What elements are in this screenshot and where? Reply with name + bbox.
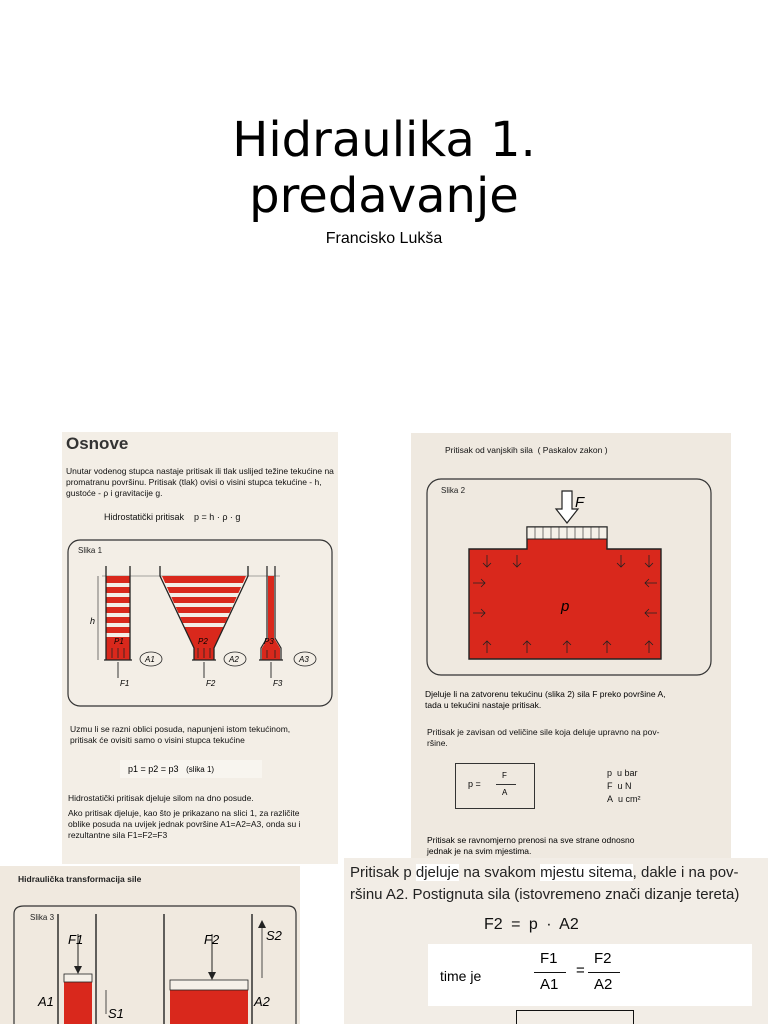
sila-line2-part: ršinu <box>350 886 386 903</box>
text2-line-2: ršine. <box>427 738 448 748</box>
paskal-heading-text: Pritisak od vanjskih sila <box>445 445 533 455</box>
label-f1-s3: F1 <box>68 932 84 947</box>
unit-row <box>607 780 641 793</box>
time-je: time je <box>440 968 482 984</box>
text2-line-1: Pritisak je zavisan od veličine sile koja deluje upravno na pov- <box>427 727 660 737</box>
para3-line-2: oblike posuda na uvijek jednak površine A1=A2=A3, onda su i <box>68 819 301 829</box>
intro-line-2: promatranu površinu. Pritisak (tlak) ovisi o visini stupca tekućine - h, <box>66 477 322 487</box>
label-f1: F1 <box>120 679 130 688</box>
formula-num: F <box>502 771 507 780</box>
scan-paskal <box>411 433 731 864</box>
unit-symbol: F <box>607 781 613 791</box>
unit-row <box>607 793 641 806</box>
para1-line-2: pritisak će ovisiti samo o visini stupca tekućine <box>70 735 245 745</box>
para-3 <box>68 808 334 841</box>
frac2-num: F2 <box>594 950 612 967</box>
unit-symbol: p <box>607 768 613 778</box>
unit-value: u cm² <box>618 794 641 804</box>
text3-line-1: Pritisak se ravnomjerno prenosi na sve strane odnosno <box>427 835 635 845</box>
unit-row <box>607 767 641 780</box>
paskal-heading-ref: ( Paskalov zakon ) <box>537 445 608 455</box>
figure-slika-3 <box>0 894 300 1024</box>
title-line-2: predavanje <box>249 168 519 224</box>
pressure-formula-box <box>455 763 535 809</box>
sila-line-2 <box>350 886 739 903</box>
transform-heading: Hidraulička transformacija sile <box>18 874 142 884</box>
sila-line-1 <box>350 864 739 881</box>
force-label: F <box>575 494 585 511</box>
para-1 <box>70 724 335 746</box>
label-s2: S2 <box>266 928 282 943</box>
unit-symbol: A <box>607 794 614 804</box>
equality-ref: (slika 1) <box>186 765 215 774</box>
text3-line-2: jednak je na svim mjestima. <box>427 846 532 856</box>
scan-transformacija <box>0 866 300 1024</box>
sila-line1-part: , dakle i na pov- <box>632 864 739 881</box>
figure-slika-2 <box>411 473 731 683</box>
frac-equals: = <box>576 962 585 979</box>
equality: p1 = p2 = p3 <box>128 764 179 774</box>
label-a2: A2 <box>229 655 239 664</box>
formula-label: Hidrostatički pritisak <box>104 512 185 522</box>
formula-line <box>104 512 240 523</box>
ratio-panel <box>428 944 752 1006</box>
label-a2-s3: A2 <box>254 994 270 1009</box>
label-f2-s3: F2 <box>204 932 220 947</box>
label-p2: P2 <box>198 637 208 646</box>
unit-value: u N <box>617 781 632 791</box>
osnove-heading: Osnove <box>66 434 129 453</box>
osnove-intro <box>66 466 336 499</box>
scan-osnove <box>62 432 338 864</box>
formula-hydrostatic: p = h · ρ · g <box>194 512 241 522</box>
bottom-box <box>516 1010 634 1024</box>
label-f3: F3 <box>273 679 283 688</box>
para-2: Hidrostatički pritisak djeluje silom na dno posude. <box>68 793 254 803</box>
scan-sila <box>344 858 768 1024</box>
para3-line-1: Ako pritisak djeluje, kao što je prikazano na slici 1, za različite <box>68 808 300 818</box>
para1-line-1: Uzmu li se razni oblici posuda, napunjeni istom tekućinom, <box>70 724 291 734</box>
sila-line1-part: Pritisak p <box>350 864 416 881</box>
label-a1-s3: A1 <box>38 994 54 1009</box>
label-s1: S1 <box>108 1006 124 1021</box>
formula-lhs: p = <box>468 779 481 789</box>
label-p1: P1 <box>114 637 124 646</box>
label-f2: F2 <box>206 679 216 688</box>
frac2-den: A2 <box>594 976 613 993</box>
slika3-label: Slika 3 <box>30 913 55 922</box>
text1-line-2: tada u tekućini nastaje pritisak. <box>425 700 542 710</box>
label-a3: A3 <box>299 655 309 664</box>
slika1-label: Slika 1 <box>78 546 103 555</box>
frac1-num: F1 <box>540 950 558 967</box>
label-p3: P3 <box>264 637 274 646</box>
label-h: h <box>90 616 96 626</box>
formula-den: A <box>502 788 508 797</box>
slika2-label: Slika 2 <box>441 486 466 495</box>
title-line-1: Hidraulika 1. <box>232 112 536 168</box>
paskal-text-3 <box>427 835 727 857</box>
unit-value: u bar <box>617 768 638 778</box>
pressure-label: p <box>561 598 570 615</box>
equality-box <box>120 760 262 778</box>
intro-line-1: Unutar vodenog stupca nastaje pritisak ili tlak uslijed težine tekućine na <box>66 466 334 476</box>
sila-line1-part: djeluje <box>415 864 460 881</box>
unit-list <box>607 767 641 806</box>
para3-line-3: rezultantne sila F1=F2=F3 <box>68 830 168 840</box>
sila-line2-part: . Postignuta sila (istovremeno znači dizanje tereta) <box>404 886 740 903</box>
sila-line1-part: na svakom <box>459 864 541 881</box>
frac1-den: A1 <box>540 976 559 993</box>
force-formula: F2 = p · A2 <box>484 916 579 933</box>
sila-line1-part: mjestu sitema <box>540 864 633 881</box>
text1-line-1: Djeluje li na zatvorenu tekućinu (slika 2) sila F preko površine A, <box>425 689 666 699</box>
paskal-text-1 <box>425 689 729 711</box>
sila-line2-part: A2 <box>385 886 405 903</box>
paskal-text-2 <box>427 727 727 749</box>
figure-slika-1 <box>62 536 338 716</box>
slide-title <box>0 112 768 224</box>
slide-author: Francisko Lukša <box>325 230 443 247</box>
label-a1: A1 <box>145 655 155 664</box>
paskal-heading <box>445 445 608 456</box>
intro-line-3: gustoće - ρ i gravitacije g. <box>66 488 163 498</box>
